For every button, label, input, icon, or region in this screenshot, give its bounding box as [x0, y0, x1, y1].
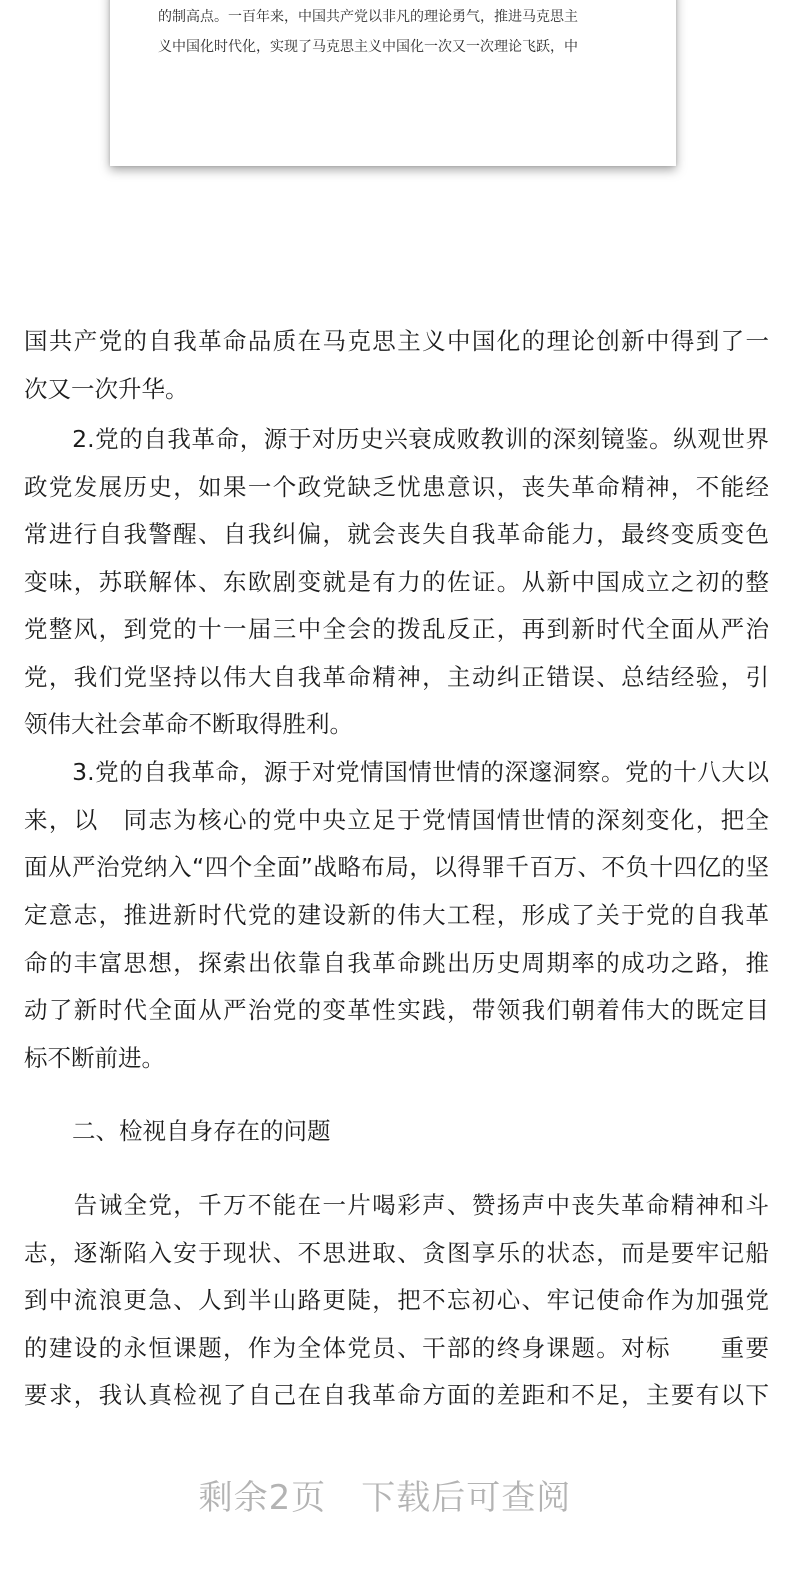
body-line: 的建设的永恒课题，作为全体党员、干部的终身课题。对标 重要 [24, 1334, 769, 1362]
section-heading: 二、检视自身存在的问题 [72, 1117, 331, 1145]
body-line: 要求，我认真检视了自己在自我革命方面的差距和不足，主要有以下 [24, 1381, 769, 1409]
body-line: 领伟大社会革命不断取得胜利。 [24, 710, 353, 738]
preview-line: 的制高点。一百年来，中国共产党以非凡的理论勇气，推进马克思主 [158, 9, 578, 25]
body-line: 国共产党的自我革命品质在马克思主义中国化的理论创新中得到了一 [24, 327, 769, 355]
body-line: 3.党的自我革命，源于对党情国情世情的深邃洞察。党的十八大以 [24, 758, 769, 786]
body-line: 党，我们党坚持以伟大自我革命精神，主动纠正错误、总结经验，引 [24, 663, 769, 691]
body-line: 次又一次升华。 [24, 375, 189, 403]
body-line: 标不断前进。 [24, 1044, 165, 1072]
body-line: 来，以 同志为核心的党中央立足于党情国情世情的深刻变化，把全 [24, 806, 769, 834]
body-line: 到中流浪更急、人到半山路更陡，把不忘初心、牢记使命作为加强党 [24, 1286, 769, 1314]
body-line: 2.党的自我革命，源于对历史兴衰成败教训的深刻镜鉴。纵观世界 [24, 425, 769, 453]
body-line: 动了新时代全面从严治党的变革性实践，带领我们朝着伟大的既定目 [24, 996, 769, 1024]
preview-page-card [110, 0, 676, 166]
body-line: 命的丰富思想，探索出依靠自我革命跳出历史周期率的成功之路，推 [24, 949, 769, 977]
remaining-pages-notice: 剩余2页 下载后可查阅 [198, 1478, 572, 1518]
body-line: 告诫全党，千万不能在一片喝彩声、赞扬声中丧失革命精神和斗 [24, 1191, 769, 1219]
body-line: 志，逐渐陷入安于现状、不思进取、贪图享乐的状态，而是要牢记船 [24, 1239, 769, 1267]
body-line: 党整风，到党的十一届三中全会的拨乱反正，再到新时代全面从严治 [24, 615, 769, 643]
preview-line: 义中国化时代化，实现了马克思主义中国化一次又一次理论飞跃，中 [158, 39, 578, 55]
body-line: 政党发展历史，如果一个政党缺乏忧患意识，丧失革命精神，不能经 [24, 473, 769, 501]
body-line: 定意志，推进新时代党的建设新的伟大工程，形成了关于党的自我革 [24, 901, 769, 929]
body-line: 面从严治党纳入“四个全面”战略布局，以得罪千百万、不负十四亿的坚 [24, 853, 769, 881]
body-line: 变味，苏联解体、东欧剧变就是有力的佐证。从新中国成立之初的整 [24, 568, 769, 596]
body-line: 常进行自我警醒、自我纠偏，就会丧失自我革命能力，最终变质变色 [24, 520, 769, 548]
